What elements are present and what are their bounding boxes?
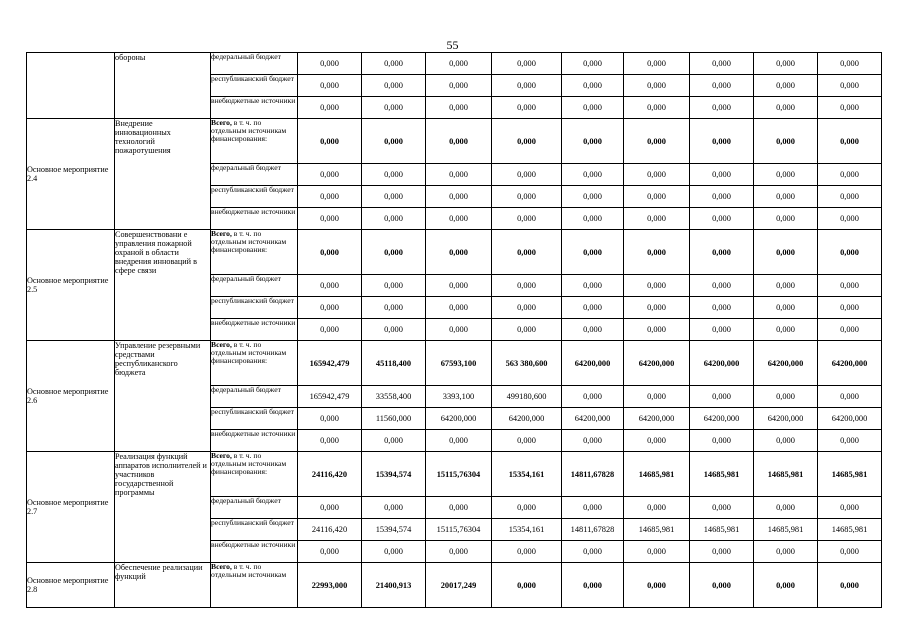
- value-cell: 0,000: [818, 297, 882, 319]
- value-cell: 0,000: [690, 563, 754, 608]
- source-cell: [211, 119, 298, 164]
- value-cell: 0,000: [624, 119, 690, 164]
- value-cell: 0,000: [754, 97, 818, 119]
- value-cell: 0,000: [818, 208, 882, 230]
- value-cell: 0,000: [362, 164, 426, 186]
- source-total-rest: в т. ч. по отдельным источникам финансирования:: [211, 451, 287, 476]
- value-cell: 3393,100: [426, 386, 492, 408]
- value-cell: 0,000: [690, 164, 754, 186]
- value-cell: 0,000: [690, 319, 754, 341]
- value-cell: 0,000: [624, 97, 690, 119]
- budget-table: [26, 52, 882, 608]
- value-cell: 0,000: [492, 541, 562, 563]
- value-cell: 0,000: [818, 75, 882, 97]
- source-cell: [211, 563, 298, 608]
- value-cell: 0,000: [492, 97, 562, 119]
- event-name-cell: Внедрение инновационных технологий пожаротушения: [115, 119, 211, 230]
- value-cell: 15115,76304: [426, 452, 492, 497]
- value-cell: 0,000: [562, 164, 624, 186]
- value-cell: 0,000: [492, 164, 562, 186]
- value-cell: 0,000: [624, 563, 690, 608]
- value-cell: 0,000: [818, 386, 882, 408]
- source-total-label: Всего,: [211, 562, 232, 571]
- value-cell: 0,000: [362, 230, 426, 275]
- event-name-cell: Реализация функций аппаратов исполнителей и участников государственной программы: [115, 452, 211, 563]
- value-cell: 0,000: [362, 97, 426, 119]
- value-cell: 0,000: [298, 275, 362, 297]
- event-cell: [27, 53, 115, 119]
- value-cell: 15115,76304: [426, 519, 492, 541]
- value-cell: 14685,981: [624, 452, 690, 497]
- value-cell: 24116,420: [298, 452, 362, 497]
- source-cell: федеральный бюджет: [211, 275, 298, 297]
- value-cell: 0,000: [426, 53, 492, 75]
- value-cell: 0,000: [754, 208, 818, 230]
- value-cell: 64200,000: [562, 408, 624, 430]
- value-cell: 64200,000: [492, 408, 562, 430]
- event-cell: Основное мероприятие 2.4: [27, 119, 115, 230]
- event-cell: Основное мероприятие 2.6: [27, 341, 115, 452]
- value-cell: 0,000: [690, 208, 754, 230]
- value-cell: 0,000: [624, 497, 690, 519]
- source-cell: [211, 230, 298, 275]
- source-cell: внебюджетные источники: [211, 541, 298, 563]
- value-cell: 0,000: [690, 119, 754, 164]
- source-cell: внебюджетные источники: [211, 97, 298, 119]
- value-cell: 64200,000: [818, 408, 882, 430]
- value-cell: 0,000: [690, 541, 754, 563]
- value-cell: 0,000: [818, 275, 882, 297]
- page-number: 55: [446, 38, 459, 52]
- value-cell: 0,000: [690, 97, 754, 119]
- value-cell: 14685,981: [818, 452, 882, 497]
- value-cell: 0,000: [298, 408, 362, 430]
- source-total-rest: в т. ч. по отдельным источникам: [211, 562, 287, 579]
- value-cell: 0,000: [624, 75, 690, 97]
- value-cell: 0,000: [754, 541, 818, 563]
- value-cell: 0,000: [298, 119, 362, 164]
- value-cell: 0,000: [754, 230, 818, 275]
- value-cell: 64200,000: [690, 341, 754, 386]
- source-total-label: Всего,: [211, 340, 232, 349]
- value-cell: 0,000: [362, 119, 426, 164]
- value-cell: 64200,000: [624, 408, 690, 430]
- value-cell: 0,000: [562, 386, 624, 408]
- value-cell: 0,000: [818, 497, 882, 519]
- value-cell: 0,000: [818, 53, 882, 75]
- value-cell: 0,000: [754, 275, 818, 297]
- table-row: [27, 53, 882, 75]
- value-cell: 0,000: [690, 53, 754, 75]
- value-cell: 0,000: [754, 164, 818, 186]
- value-cell: 14811,67828: [562, 519, 624, 541]
- value-cell: 22993,000: [298, 563, 362, 608]
- value-cell: 0,000: [562, 186, 624, 208]
- source-cell: внебюджетные источники: [211, 319, 298, 341]
- value-cell: 0,000: [690, 497, 754, 519]
- value-cell: 0,000: [298, 297, 362, 319]
- table-row: [27, 119, 882, 164]
- value-cell: 0,000: [492, 319, 562, 341]
- value-cell: 67593,100: [426, 341, 492, 386]
- value-cell: 0,000: [624, 319, 690, 341]
- source-cell: федеральный бюджет: [211, 386, 298, 408]
- value-cell: 64200,000: [624, 341, 690, 386]
- value-cell: 0,000: [562, 53, 624, 75]
- value-cell: 15354,161: [492, 519, 562, 541]
- source-cell: [211, 341, 298, 386]
- value-cell: 0,000: [818, 164, 882, 186]
- value-cell: 0,000: [426, 541, 492, 563]
- value-cell: 0,000: [492, 497, 562, 519]
- value-cell: 0,000: [426, 497, 492, 519]
- value-cell: 14685,981: [690, 519, 754, 541]
- value-cell: 0,000: [754, 53, 818, 75]
- value-cell: 14685,981: [624, 519, 690, 541]
- value-cell: 14685,981: [818, 519, 882, 541]
- value-cell: 15394,574: [362, 452, 426, 497]
- value-cell: 0,000: [562, 541, 624, 563]
- source-total-rest: в т. ч. по отдельным источникам финансирования:: [211, 229, 287, 254]
- value-cell: 0,000: [562, 119, 624, 164]
- value-cell: 0,000: [754, 297, 818, 319]
- value-cell: 0,000: [362, 497, 426, 519]
- value-cell: 0,000: [492, 186, 562, 208]
- value-cell: 0,000: [426, 319, 492, 341]
- event-name-cell: обороны: [115, 53, 211, 119]
- source-cell: федеральный бюджет: [211, 497, 298, 519]
- value-cell: 0,000: [298, 497, 362, 519]
- value-cell: 0,000: [562, 319, 624, 341]
- value-cell: 0,000: [426, 230, 492, 275]
- value-cell: 0,000: [362, 297, 426, 319]
- value-cell: 0,000: [690, 386, 754, 408]
- value-cell: 0,000: [426, 97, 492, 119]
- value-cell: 15394,574: [362, 519, 426, 541]
- value-cell: 0,000: [690, 297, 754, 319]
- value-cell: 0,000: [298, 75, 362, 97]
- event-name-cell: Управление резервными средствами республиканского бюджета: [115, 341, 211, 452]
- value-cell: 0,000: [624, 541, 690, 563]
- value-cell: 0,000: [492, 297, 562, 319]
- value-cell: 0,000: [624, 208, 690, 230]
- value-cell: 0,000: [426, 297, 492, 319]
- value-cell: 24116,420: [298, 519, 362, 541]
- value-cell: 14811,67828: [562, 452, 624, 497]
- table-row: [27, 452, 882, 497]
- value-cell: 0,000: [426, 119, 492, 164]
- value-cell: 0,000: [690, 230, 754, 275]
- value-cell: 0,000: [754, 497, 818, 519]
- event-name-cell: Обеспечение реализации функций: [115, 563, 211, 608]
- value-cell: 0,000: [562, 497, 624, 519]
- value-cell: 0,000: [562, 563, 624, 608]
- value-cell: 0,000: [426, 430, 492, 452]
- value-cell: 0,000: [690, 75, 754, 97]
- event-cell: Основное мероприятие 2.5: [27, 230, 115, 341]
- value-cell: 0,000: [624, 186, 690, 208]
- value-cell: 64200,000: [690, 408, 754, 430]
- value-cell: 0,000: [298, 53, 362, 75]
- value-cell: 0,000: [754, 386, 818, 408]
- value-cell: 0,000: [298, 319, 362, 341]
- value-cell: 0,000: [492, 53, 562, 75]
- value-cell: 0,000: [624, 230, 690, 275]
- source-total-label: Всего,: [211, 229, 232, 238]
- event-cell: Основное мероприятие 2.8: [27, 563, 115, 608]
- source-total-label: Всего,: [211, 451, 232, 460]
- value-cell: 0,000: [624, 430, 690, 452]
- value-cell: 0,000: [818, 186, 882, 208]
- value-cell: 0,000: [754, 75, 818, 97]
- value-cell: 0,000: [818, 563, 882, 608]
- value-cell: 21400,913: [362, 563, 426, 608]
- value-cell: 0,000: [818, 119, 882, 164]
- table-row: [27, 341, 882, 386]
- value-cell: 0,000: [298, 164, 362, 186]
- value-cell: 0,000: [492, 563, 562, 608]
- source-cell: [211, 452, 298, 497]
- value-cell: 0,000: [298, 208, 362, 230]
- value-cell: 0,000: [362, 208, 426, 230]
- source-cell: федеральный бюджет: [211, 53, 298, 75]
- value-cell: 45118,400: [362, 341, 426, 386]
- value-cell: 0,000: [624, 386, 690, 408]
- value-cell: 64200,000: [818, 341, 882, 386]
- value-cell: 0,000: [362, 319, 426, 341]
- value-cell: 0,000: [426, 164, 492, 186]
- source-total-rest: в т. ч. по отдельным источникам финансирования:: [211, 340, 287, 365]
- value-cell: 0,000: [298, 430, 362, 452]
- source-cell: республиканский бюджет: [211, 186, 298, 208]
- value-cell: 0,000: [754, 563, 818, 608]
- table-row: [27, 563, 882, 608]
- value-cell: 0,000: [624, 297, 690, 319]
- value-cell: 14685,981: [690, 452, 754, 497]
- value-cell: 499180,600: [492, 386, 562, 408]
- value-cell: 0,000: [362, 186, 426, 208]
- value-cell: 0,000: [624, 275, 690, 297]
- value-cell: 64200,000: [754, 408, 818, 430]
- value-cell: 0,000: [624, 164, 690, 186]
- value-cell: 64200,000: [754, 341, 818, 386]
- value-cell: 0,000: [754, 119, 818, 164]
- value-cell: 0,000: [426, 186, 492, 208]
- value-cell: 0,000: [492, 119, 562, 164]
- value-cell: 64200,000: [562, 341, 624, 386]
- value-cell: 165942,479: [298, 386, 362, 408]
- value-cell: 563 380,600: [492, 341, 562, 386]
- value-cell: 0,000: [562, 275, 624, 297]
- table-row: [27, 230, 882, 275]
- source-cell: федеральный бюджет: [211, 164, 298, 186]
- value-cell: 0,000: [818, 230, 882, 275]
- value-cell: 0,000: [426, 208, 492, 230]
- value-cell: 0,000: [362, 541, 426, 563]
- value-cell: 0,000: [818, 319, 882, 341]
- source-total-rest: в т. ч. по отдельным источникам финансирования:: [211, 118, 287, 143]
- value-cell: 0,000: [492, 430, 562, 452]
- value-cell: 0,000: [426, 275, 492, 297]
- value-cell: 0,000: [362, 53, 426, 75]
- value-cell: 11560,000: [362, 408, 426, 430]
- value-cell: 0,000: [754, 319, 818, 341]
- value-cell: 64200,000: [426, 408, 492, 430]
- value-cell: 15354,161: [492, 452, 562, 497]
- value-cell: 0,000: [298, 186, 362, 208]
- value-cell: 0,000: [298, 230, 362, 275]
- value-cell: 0,000: [562, 97, 624, 119]
- source-cell: республиканский бюджет: [211, 297, 298, 319]
- source-total-label: Всего,: [211, 118, 232, 127]
- value-cell: 20017,249: [426, 563, 492, 608]
- value-cell: 0,000: [562, 230, 624, 275]
- value-cell: 0,000: [754, 430, 818, 452]
- value-cell: 0,000: [754, 186, 818, 208]
- value-cell: 0,000: [690, 275, 754, 297]
- value-cell: 165942,479: [298, 341, 362, 386]
- source-cell: внебюджетные источники: [211, 208, 298, 230]
- value-cell: 0,000: [492, 75, 562, 97]
- value-cell: 0,000: [562, 297, 624, 319]
- value-cell: 0,000: [492, 275, 562, 297]
- value-cell: 33558,400: [362, 386, 426, 408]
- value-cell: 0,000: [818, 430, 882, 452]
- value-cell: 0,000: [492, 208, 562, 230]
- value-cell: 0,000: [818, 541, 882, 563]
- value-cell: 0,000: [362, 430, 426, 452]
- source-cell: республиканский бюджет: [211, 408, 298, 430]
- value-cell: 0,000: [690, 430, 754, 452]
- value-cell: 0,000: [562, 208, 624, 230]
- value-cell: 14685,981: [754, 519, 818, 541]
- value-cell: 14685,981: [754, 452, 818, 497]
- value-cell: 0,000: [818, 97, 882, 119]
- source-cell: республиканский бюджет: [211, 519, 298, 541]
- value-cell: 0,000: [492, 230, 562, 275]
- event-cell: Основное мероприятие 2.7: [27, 452, 115, 563]
- value-cell: 0,000: [362, 275, 426, 297]
- value-cell: 0,000: [426, 75, 492, 97]
- value-cell: 0,000: [562, 75, 624, 97]
- value-cell: 0,000: [298, 541, 362, 563]
- event-name-cell: Совершенствовани е управления пожарной охраной в области внедрения инноваций в сфере связи: [115, 230, 211, 341]
- value-cell: 0,000: [624, 53, 690, 75]
- value-cell: 0,000: [298, 97, 362, 119]
- value-cell: 0,000: [690, 186, 754, 208]
- source-cell: республиканский бюджет: [211, 75, 298, 97]
- value-cell: 0,000: [562, 430, 624, 452]
- source-cell: внебюджетные источники: [211, 430, 298, 452]
- value-cell: 0,000: [362, 75, 426, 97]
